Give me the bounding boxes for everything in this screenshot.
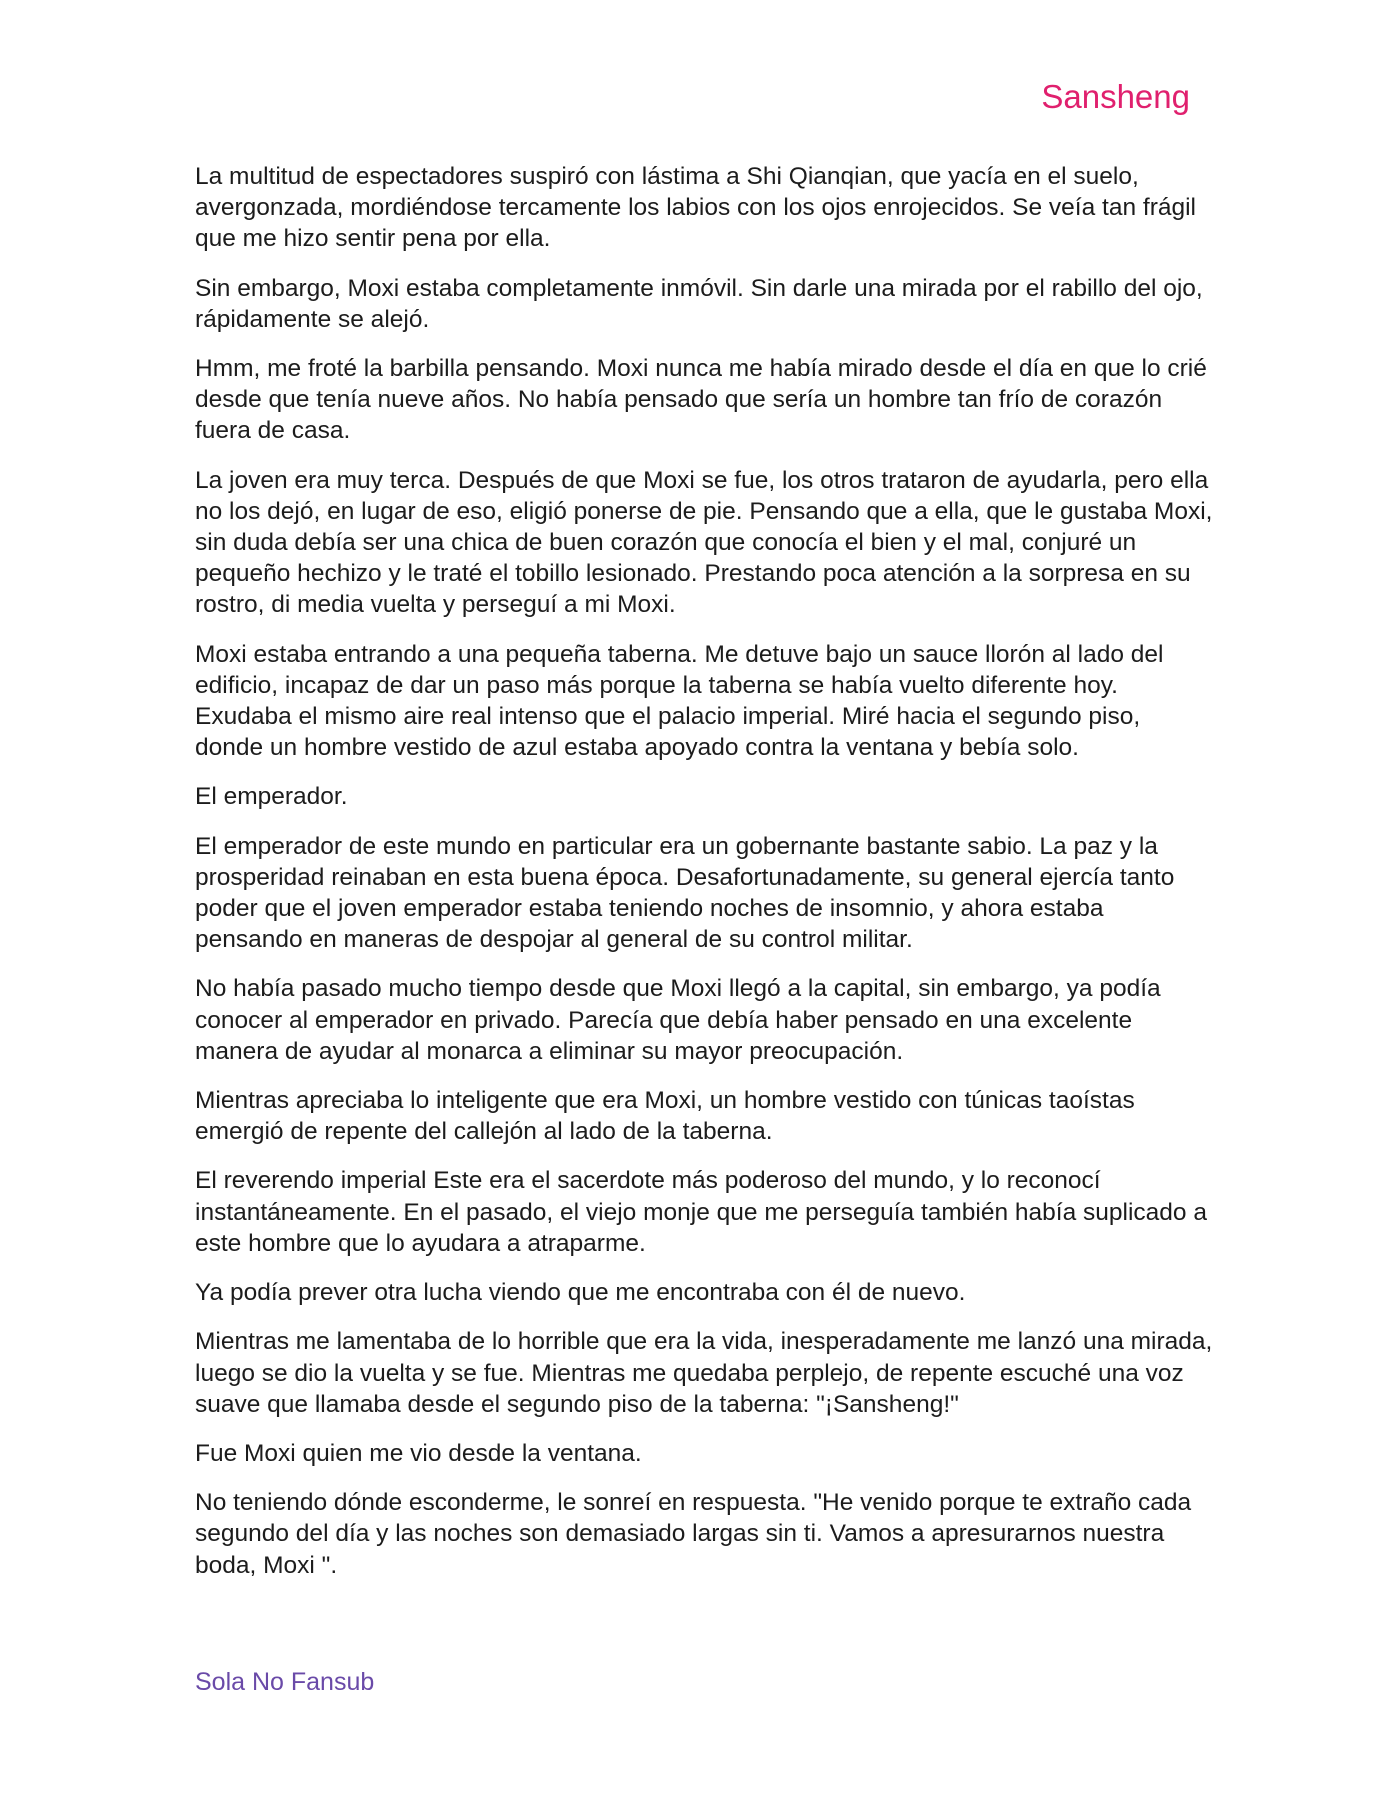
paragraph-10: El reverendo imperial Este era el sacerdote más poderoso del mundo, y lo reconocí instantáneamente. En el pasado, el viejo monje que me perseguía también había suplicado a este hombre que lo ayudara a atraparme. bbox=[195, 1167, 1207, 1257]
paragraph-14: No teniendo dónde esconderme, le sonreí en respuesta. "He venido porque te extraño cada segundo del día y las noches son demasiado largas sin ti. Vamos a apresurarnos nuestra boda, Moxi ". bbox=[195, 1489, 1192, 1579]
paragraph-13: Fue Moxi quien me vio desde la ventana. bbox=[195, 1439, 642, 1467]
page-header-title: Sansheng bbox=[1041, 78, 1190, 115]
paragraph-6: El emperador. bbox=[195, 783, 348, 811]
paragraph-11: Ya podía prever otra lucha viendo que me encontraba con él de nuevo. bbox=[195, 1279, 966, 1307]
document-body bbox=[195, 161, 1215, 1599]
paragraph-2: Sin embargo, Moxi estaba completamente inmóvil. Sin darle una mirada por el rabillo del ojo, rápidamente se alejó. bbox=[195, 274, 1203, 333]
page-footer-credit: Sola No Fansub bbox=[195, 1668, 375, 1696]
paragraph-5: Moxi estaba entrando a una pequeña taberna. Me detuve bajo un sauce llorón al lado del edificio, incapaz de dar un paso más porque la taberna se había vuelto diferente hoy. Exudaba el mismo aire real intenso que el palacio imperial. Miré hacia el segundo piso, donde un hombre vestido de azul estaba apoyado contra la ventana y bebía solo. bbox=[195, 640, 1164, 762]
paragraph-4: La joven era muy terca. Después de que Moxi se fue, los otros trataron de ayudarla, pero ella no los dejó, en lugar de eso, eligió ponerse de pie. Pensando que a ella, que le gustaba Moxi, sin duda debía ser una chica de buen corazón que conocía el bien y el mal, conjuré un pequeño hechizo y le traté el tobillo lesionado. Prestando poca atención a la sorpresa en su rostro, di media vuelta y perseguí a mi Moxi. bbox=[195, 466, 1213, 619]
paragraph-9: Mientras apreciaba lo inteligente que era Moxi, un hombre vestido con túnicas taoístas emergió de repente del callejón al lado de la taberna. bbox=[195, 1087, 1135, 1146]
paragraph-12: Mientras me lamentaba de lo horrible que era la vida, inesperadamente me lanzó una mirada, luego se dio la vuelta y se fue. Mientras me quedaba perplejo, de repente escuché una voz suave que llamaba desde el segundo piso de la taberna: "¡Sansheng!" bbox=[195, 1328, 1213, 1418]
paragraph-7: El emperador de este mundo en particular era un gobernante bastante sabio. La paz y la prosperidad reinaban en esta buena época. Desafortunadamente, su general ejercía tanto poder que el joven emperador estaba teniendo noches de insomnio, y ahora estaba pensando en maneras de despojar al general de su control militar. bbox=[195, 832, 1175, 954]
paragraph-1: La multitud de espectadores suspiró con lástima a Shi Qianqian, que yacía en el suelo, avergonzada, mordiéndose tercamente los labios con los ojos enrojecidos. Se veía tan frágil que me hizo sentir pena por ella. bbox=[195, 163, 1196, 253]
paragraph-3: Hmm, me froté la barbilla pensando. Moxi nunca me había mirado desde el día en que lo crié desde que tenía nueve años. No había pensado que sería un hombre tan frío de corazón fuera de casa. bbox=[195, 355, 1207, 445]
paragraph-8: No había pasado mucho tiempo desde que Moxi llegó a la capital, sin embargo, ya podía conocer al emperador en privado. Parecía que debía haber pensado en una excelente manera de ayudar al monarca a eliminar su mayor preocupación. bbox=[195, 975, 1161, 1065]
